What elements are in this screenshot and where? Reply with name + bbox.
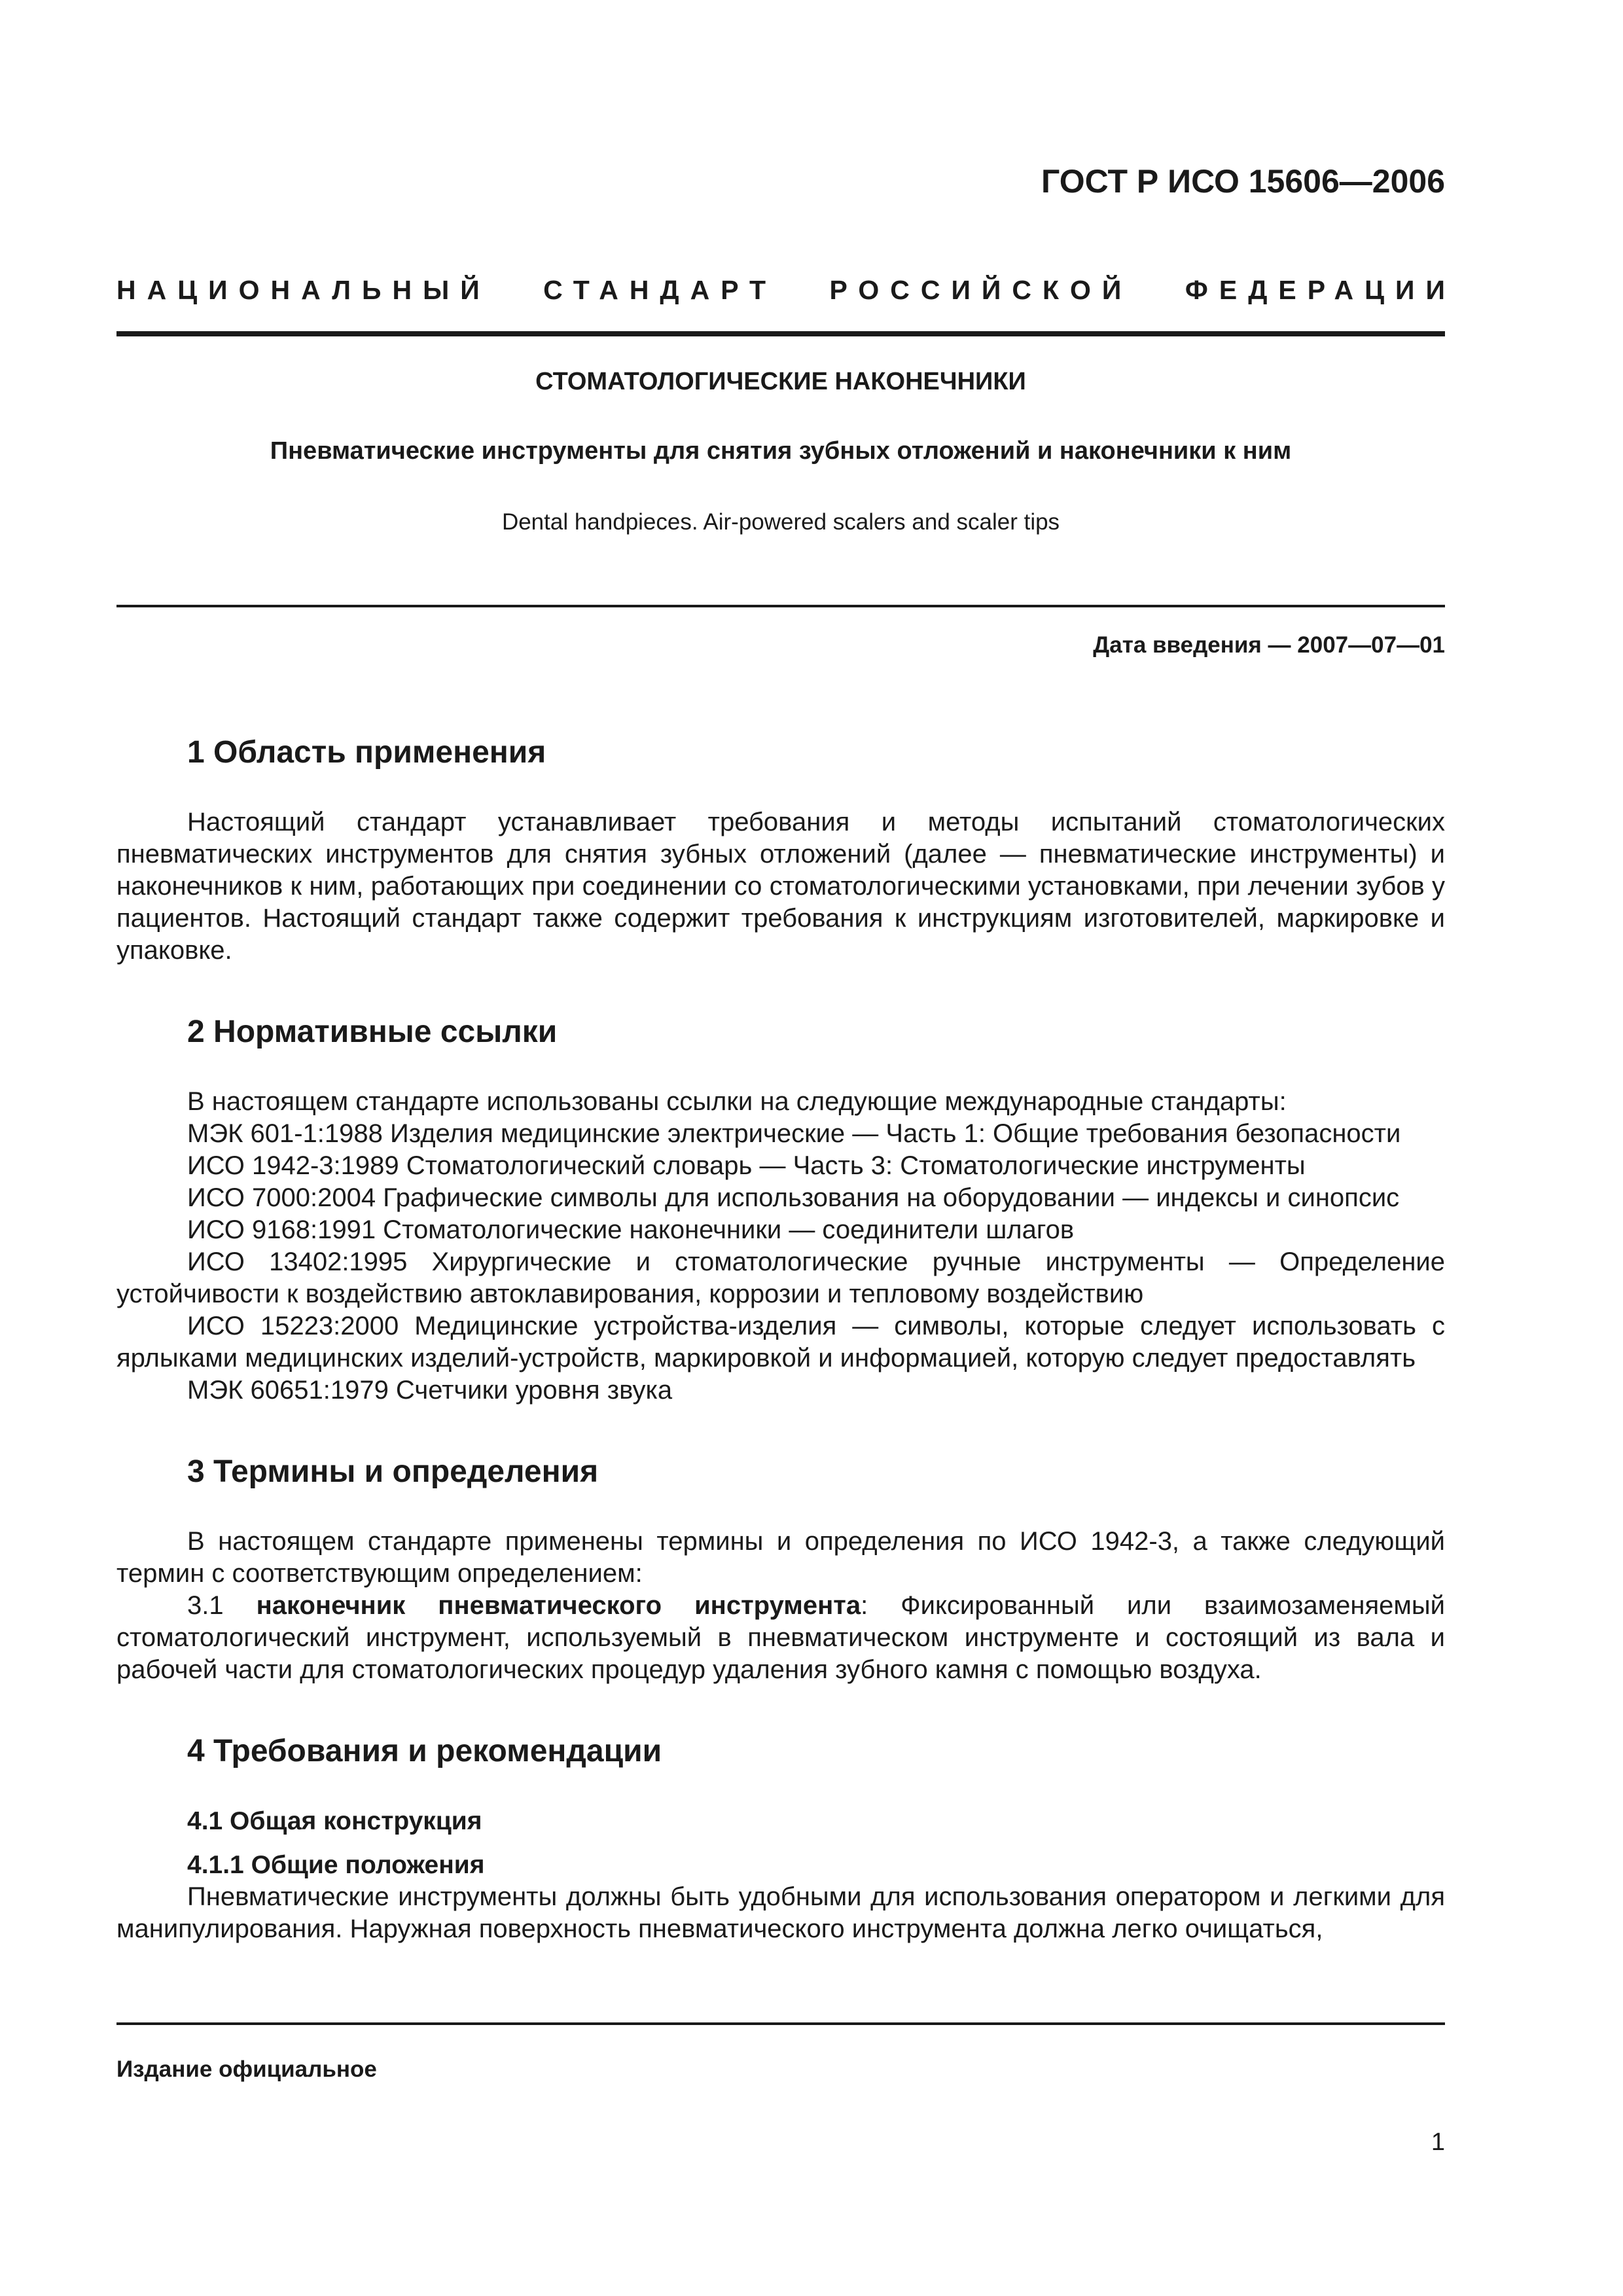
document-title: СТОМАТОЛОГИЧЕСКИЕ НАКОНЕЧНИКИ — [535, 368, 1026, 395]
footer-rule — [116, 2022, 1445, 2025]
section-4-paragraph: Пневматические инструменты должны быть удобными для использования оператором и легкими для манипулирования. Наружная поверхность пневматического инструмента должна легко очищаться, — [116, 1882, 1445, 1943]
section-3-paragraph: В настоящем стандарте применены термины и определения по ИСО 1942-3, а также следующий термин с соответствующим определением: — [116, 1527, 1445, 1588]
term-name: наконечник пневматического инструмента — [256, 1591, 861, 1620]
header-rule — [116, 331, 1445, 336]
reference-item: ИСО 13402:1995 Хирургические и стоматологические ручные инструменты — Определение устойчивости к воздействию автоклавирования, коррозии и тепловому воздействию — [116, 1247, 1445, 1308]
section-1-paragraph: Настоящий стандарт устанавливает требования и методы испытаний стоматологических пневматических инструментов для снятия зубных отложений (далее — пневматические инструменты) и наконечников к ним, работающих при соединении со стоматологическими установками, при лечении зубов у пациентов. Настоящий стандарт также содержит требования к инструкциям изготовителей, маркировке и упаковке. — [116, 808, 1445, 965]
reference-item: ИСО 7000:2004 Графические символы для использования на оборудовании — индексы и синопсис — [187, 1183, 1400, 1212]
banner-word-2: СТАНДАРТ — [543, 275, 777, 305]
reference-item: ИСО 15223:2000 Медицинские устройства-изделия — символы, которые следует использовать с ярлыками медицинских изделий-устройств, маркировкой и информацией, которую следует предоставлять — [116, 1312, 1445, 1372]
document-body — [116, 733, 1445, 1945]
subsection-4-1-1-heading: 4.1.1 Общие положения — [187, 1851, 485, 1879]
subsection-4-1-heading: 4.1 Общая конструкция — [187, 1807, 482, 1835]
term-number: 3.1 — [187, 1591, 257, 1620]
banner-word-4: ФЕДЕРАЦИИ — [1185, 275, 1456, 305]
page-number: 1 — [1431, 2128, 1445, 2156]
term-definition — [116, 1590, 1445, 1686]
banner-word-1: НАЦИОНАЛЬНЫЙ — [116, 275, 491, 305]
document-code: ГОСТ Р ИСО 15606—2006 — [1041, 163, 1445, 200]
banner-word-3: РОССИЙСКОЙ — [829, 275, 1133, 305]
section-2-intro: В настоящем стандарте использованы ссылки на следующие международные стандарты: — [187, 1087, 1287, 1116]
edition-label: Издание официальное — [116, 2056, 377, 2082]
reference-item: ИСО 9168:1991 Стоматологические наконечники — соединители шлагов — [187, 1215, 1075, 1244]
reference-item: МЭК 601-1:1988 Изделия медицинские электрические — Часть 1: Общие требования безопасности — [187, 1119, 1401, 1148]
document-title-english: Dental handpieces. Air-powered scalers and scaler tips — [501, 509, 1060, 535]
section-3-heading: 3 Термины и определения — [187, 1454, 599, 1489]
reference-item: ИСО 1942-3:1989 Стоматологический словарь — Часть 3: Стоматологические инструменты — [187, 1151, 1306, 1180]
section-1-heading: 1 Область применения — [187, 735, 546, 770]
section-4-heading: 4 Требования и рекомендации — [187, 1734, 662, 1768]
national-standard-banner — [116, 275, 1456, 306]
introduction-date: Дата введения — 2007—07—01 — [1093, 632, 1445, 658]
reference-item: МЭК 60651:1979 Счетчики уровня звука — [187, 1376, 673, 1405]
document-subtitle: Пневматические инструменты для снятия зубных отложений и наконечники к ним — [270, 437, 1292, 465]
title-rule — [116, 605, 1445, 607]
section-2-heading: 2 Нормативные ссылки — [187, 1014, 558, 1049]
term-text: : Фиксированный или взаимозаменяемый стоматологический инструмент, используемый в пневматическом инструменте и состоящий из вала и рабочей части для стоматологических процедур удаления зубного камня с помощью воздуха. — [116, 1591, 1445, 1684]
